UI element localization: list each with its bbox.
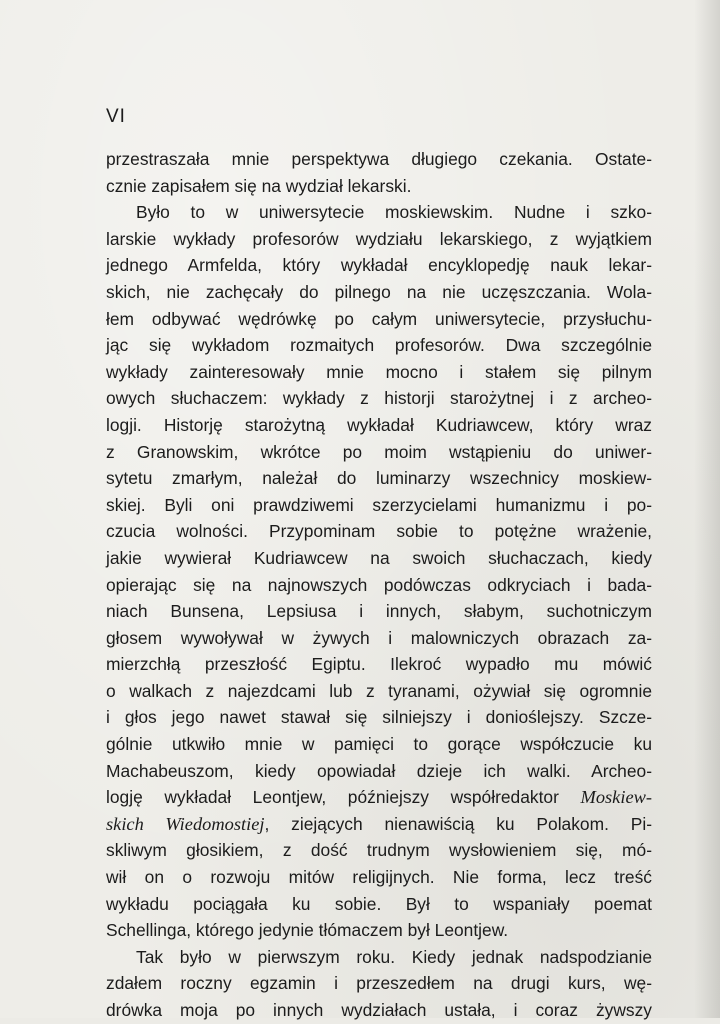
text-line <box>106 784 652 811</box>
line-text: Tak było w pierwszym roku. Kiedy jednak nadspodzianie <box>136 946 652 967</box>
text-line <box>106 173 652 200</box>
line-text: sytetu zmarłym, należał do luminarzy wszechnicy moskiew- <box>106 468 652 489</box>
line-text: jąc się wykładom rozmaitych profesorów. Dwa szczególnie <box>106 335 652 356</box>
text-line <box>106 385 652 412</box>
italic-title: Moskiew- <box>580 787 652 808</box>
line-text: przestraszała mnie perspektywa długiego czekania. Ostate- <box>106 149 652 169</box>
text-line <box>106 997 652 1024</box>
page-number: VI <box>106 106 126 127</box>
line-text: wił on o rozwoju mitów religijnych. Nie forma, lecz treść <box>106 867 652 888</box>
text-line <box>106 598 652 625</box>
line-text: skich, nie zachęcały do pilnego na nie uczęszczania. Wola- <box>106 281 652 302</box>
line-text: Było to w uniwersytecie moskiewskim. Nudne i szko- <box>136 202 652 223</box>
text-line <box>106 518 652 545</box>
text-line <box>106 226 652 253</box>
line-text: z Granowskim, wkrótce po moim wstąpieniu do uniwer- <box>106 441 652 462</box>
line-text: zdałem roczny egzamin i przeszedłem na drugi kurs, wę- <box>106 973 652 994</box>
line-text: logji. Historję starożytną wykładał Kudriawcew, który wraz <box>106 414 652 435</box>
line-text: drówka moja po innych wydziałach ustała, i coraz żywszy <box>106 1000 652 1020</box>
text-line <box>106 731 652 758</box>
line-text: logję wykładał Leontjew, późniejszy współredaktor <box>106 787 581 808</box>
text-line <box>106 678 652 705</box>
line-text: wykłady zainteresowały mnie mocno i stałem się pilnym <box>106 361 652 382</box>
text-line <box>106 917 652 944</box>
text-line <box>106 811 652 838</box>
text-line <box>106 944 652 971</box>
line-text: larskie wykłady profesorów wydziału lekarskiego, z wyjątkiem <box>106 228 652 249</box>
line-text: wykładu pociągała ku sobie. Był to wspaniały poemat <box>106 893 652 914</box>
text-line <box>106 146 652 173</box>
line-text: łem odbywać wędrówkę po całym uniwersytecie, przysłuchu- <box>106 308 652 329</box>
text-line <box>106 837 652 864</box>
line-text: niach Bunsena, Lepsiusa i innych, słabym, suchotniczym <box>106 601 652 622</box>
line-text: i głos jego nawet stawał się silniejszy i donioślejszy. Szcze- <box>106 707 652 728</box>
text-line <box>106 359 652 386</box>
text-line <box>106 279 652 306</box>
line-text: jednego Armfelda, który wykładał encyklopedję nauk lekar- <box>106 255 652 276</box>
text-line <box>106 704 652 731</box>
text-line <box>106 651 652 678</box>
page-edge-shadow <box>694 0 720 1018</box>
line-text: jakie wywierał Kudriawcew na swoich słuchaczach, kiedy <box>106 547 652 568</box>
text-line <box>106 891 652 918</box>
line-text: Schellinga, którego jedynie tłómaczem był Leontjew. <box>106 920 509 941</box>
text-line <box>106 492 652 519</box>
line-text: czucia wolności. Przypominam sobie to potężne wrażenie, <box>106 521 652 542</box>
line-text: mierzchłą przeszłość Egiptu. Ilekroć wypadło mu mówić <box>106 654 652 675</box>
text-line <box>106 572 652 599</box>
text-line <box>106 412 652 439</box>
text-line <box>106 625 652 652</box>
text-line <box>106 252 652 279</box>
text-line <box>106 545 652 572</box>
italic-title: skich Wiedomostiej <box>106 813 265 834</box>
line-text: skliwym głosikiem, z dość trudnym wysłowieniem się, mó- <box>106 840 652 861</box>
text-line <box>106 332 652 359</box>
text-line <box>106 970 652 997</box>
line-text: owych słuchaczem: wykłady z historji starożytnej i z archeo- <box>106 388 652 409</box>
text-line <box>106 864 652 891</box>
line-text: o walkach z najezdcami lub z tyranami, ożywiał się ogromnie <box>106 680 652 701</box>
line-text: skiej. Byli oni prawdziwemi szerzycielami humanizmu i po- <box>106 494 652 515</box>
body-text <box>106 146 652 1024</box>
line-text: gólnie utkwiło mnie w pamięci to gorące współczucie ku <box>106 734 652 755</box>
text-line <box>106 199 652 226</box>
text-line <box>106 758 652 785</box>
text-line <box>106 439 652 466</box>
text-line <box>106 465 652 492</box>
text-line <box>106 306 652 333</box>
line-text: Machabeuszom, kiedy opowiadał dzieje ich walki. Archeo- <box>106 760 652 781</box>
line-text: głosem wywoływał w żywych i malowniczych obrazach za- <box>106 627 652 648</box>
line-text: , ziejących nienawiścią ku Polakom. Pi- <box>264 813 652 834</box>
line-text: opierając się na najnowszych podówczas odkryciach i bada- <box>106 574 652 595</box>
line-text: cznie zapisałem się na wydział lekarski. <box>106 175 412 196</box>
